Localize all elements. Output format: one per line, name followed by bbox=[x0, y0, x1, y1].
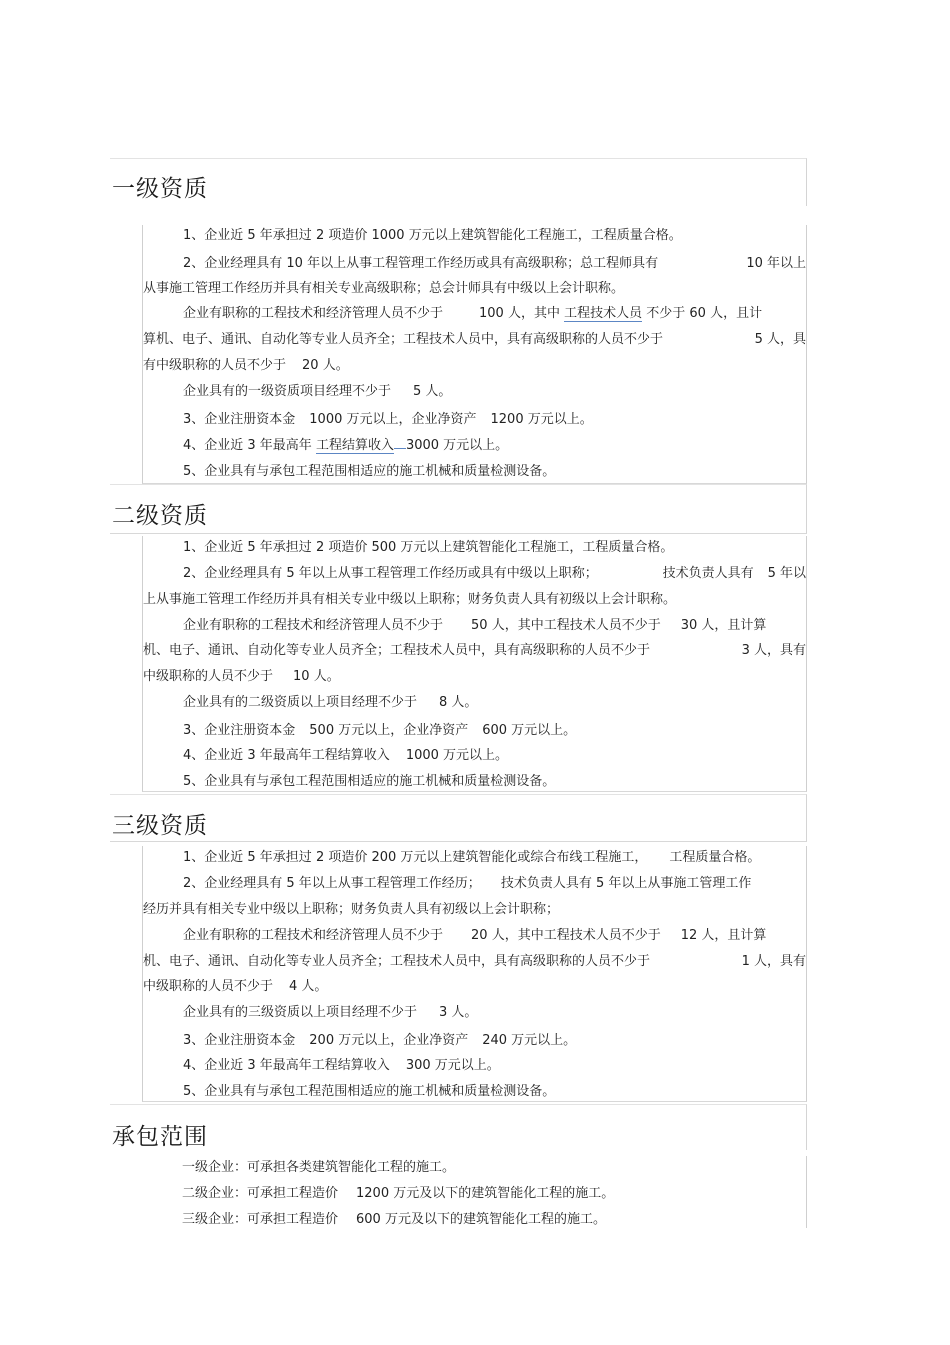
s3-line-4: 企业有职称的工程技术和经济管理人员不少于 20 人，其中工程技术人员不少于 12 人，且计算 bbox=[183, 928, 767, 943]
s2-line-1: 1、企业近 5 年承担过 2 项造价 500 万元以上建筑智能化工程施工，工程质量合格。 bbox=[183, 540, 674, 555]
s1-line-4: 企业有职称的工程技术和经济管理人员不少于 100 人，其中 工程技术人员 不少于 60 人，且计 bbox=[183, 306, 763, 321]
s3-line-10: 5、企业具有与承包工程范围相适应的施工机械和质量检测设备。 bbox=[183, 1084, 556, 1099]
s4-line-2: 二级企业：可承担工程造价 1200 万元及以下的建筑智能化工程的施工。 bbox=[182, 1186, 615, 1201]
s3-line-8: 3、企业注册资本金 200 万元以上，企业净资产 240 万元以上。 bbox=[183, 1033, 577, 1048]
section-3-title: 三级资质 bbox=[112, 813, 208, 839]
section-1-title: 一级资质 bbox=[112, 176, 208, 202]
section-2-header bbox=[110, 484, 807, 534]
s3-line-7: 企业具有的三级资质以上项目经理不少于 3 人。 bbox=[183, 1005, 478, 1020]
s2-line-6: 中级职称的人员不少于 10 人。 bbox=[143, 669, 340, 684]
s2-line-9: 4、企业近 3 年最高年工程结算收入 1000 万元以上。 bbox=[183, 748, 509, 763]
section-3-body bbox=[142, 846, 807, 1102]
s1-line-2: 2、企业经理具有 10 年以上从事工程管理工作经历或具有高级职称；总工程师具有 10 年以上 bbox=[183, 256, 806, 271]
s2-line-2: 2、企业经理具有 5 年以上从事工程管理工作经历或具有中级以上职称； 技术负责人具有 5 年以 bbox=[183, 566, 806, 581]
s3-line-6: 中级职称的人员不少于 4 人。 bbox=[143, 979, 328, 994]
s1-line-1: 1、企业近 5 年承担过 2 项造价 1000 万元以上建筑智能化工程施工，工程质量合格。 bbox=[183, 228, 682, 243]
section-4-title: 承包范围 bbox=[112, 1124, 208, 1150]
s2-line-8: 3、企业注册资本金 500 万元以上，企业净资产 600 万元以上。 bbox=[183, 723, 577, 738]
section-1-body bbox=[142, 225, 807, 484]
s3-line-1: 1、企业近 5 年承担过 2 项造价 200 万元以上建筑智能化或综合布线工程施工， 工程质量合格。 bbox=[183, 850, 761, 865]
s2-line-7: 企业具有的二级资质以上项目经理不少于 8 人。 bbox=[183, 695, 478, 710]
s1-line-7: 企业具有的一级资质项目经理不少于 5 人。 bbox=[183, 384, 452, 399]
s1-line-9: 4、企业近 3 年最高年 工程结算收入 3000 万元以上。 bbox=[183, 438, 509, 453]
s3-line-2: 2、企业经理具有 5 年以上从事工程管理工作经历； 技术负责人具有 5 年以上从事施工管理工作 bbox=[183, 876, 752, 891]
s1-line-8: 3、企业注册资本金 1000 万元以上，企业净资产 1200 万元以上。 bbox=[183, 412, 593, 427]
s2-line-10: 5、企业具有与承包工程范围相适应的施工机械和质量检测设备。 bbox=[183, 774, 556, 789]
section-4-body bbox=[142, 1156, 807, 1228]
section-2-title: 二级资质 bbox=[112, 503, 208, 529]
section-3-header bbox=[110, 794, 807, 842]
s2-line-5: 机、电子、通讯、自动化等专业人员齐全；工程技术人员中，具有高级职称的人员不少于 3 人，具有 bbox=[143, 643, 806, 658]
s4-line-1: 一级企业：可承担各类建筑智能化工程的施工。 bbox=[182, 1160, 456, 1175]
section-4-header bbox=[110, 1104, 807, 1150]
settlement-income-underline-text: 工程结算收入 bbox=[315, 438, 394, 453]
s4-line-3: 三级企业：可承担工程造价 600 万元及以下的建筑智能化工程的施工。 bbox=[182, 1212, 606, 1227]
s2-line-4: 企业有职称的工程技术和经济管理人员不少于 50 人，其中工程技术人员不少于 30 人，且计算 bbox=[183, 618, 767, 633]
s1-line-5: 算机、电子、通讯、自动化等专业人员齐全；工程技术人员中，具有高级职称的人员不少于 5 人，具 bbox=[143, 332, 806, 347]
section-2-body bbox=[142, 536, 807, 792]
s3-line-9: 4、企业近 3 年最高年工程结算收入 300 万元以上。 bbox=[183, 1058, 500, 1073]
s3-line-3: 经历并具有相关专业中级以上职称；财务负责人具有初级以上会计职称； bbox=[143, 902, 560, 917]
section-1-header bbox=[110, 158, 807, 206]
s1-line-10: 5、企业具有与承包工程范围相适应的施工机械和质量检测设备。 bbox=[183, 464, 556, 479]
s1-line-3: 从事施工管理工作经历并具有相关专业高级职称；总会计师具有中级以上会计职称。 bbox=[143, 281, 625, 296]
engineering-staff-underline-text: 工程技术人员 bbox=[564, 306, 643, 321]
s3-line-5: 机、电子、通讯、自动化等专业人员齐全；工程技术人员中，具有高级职称的人员不少于 1 人，具有 bbox=[143, 954, 806, 969]
s1-line-6: 有中级职称的人员不少于 20 人。 bbox=[143, 358, 349, 373]
s2-line-3: 上从事施工管理工作经历并具有相关专业中级以上职称；财务负责人具有初级以上会计职称。 bbox=[143, 592, 677, 607]
